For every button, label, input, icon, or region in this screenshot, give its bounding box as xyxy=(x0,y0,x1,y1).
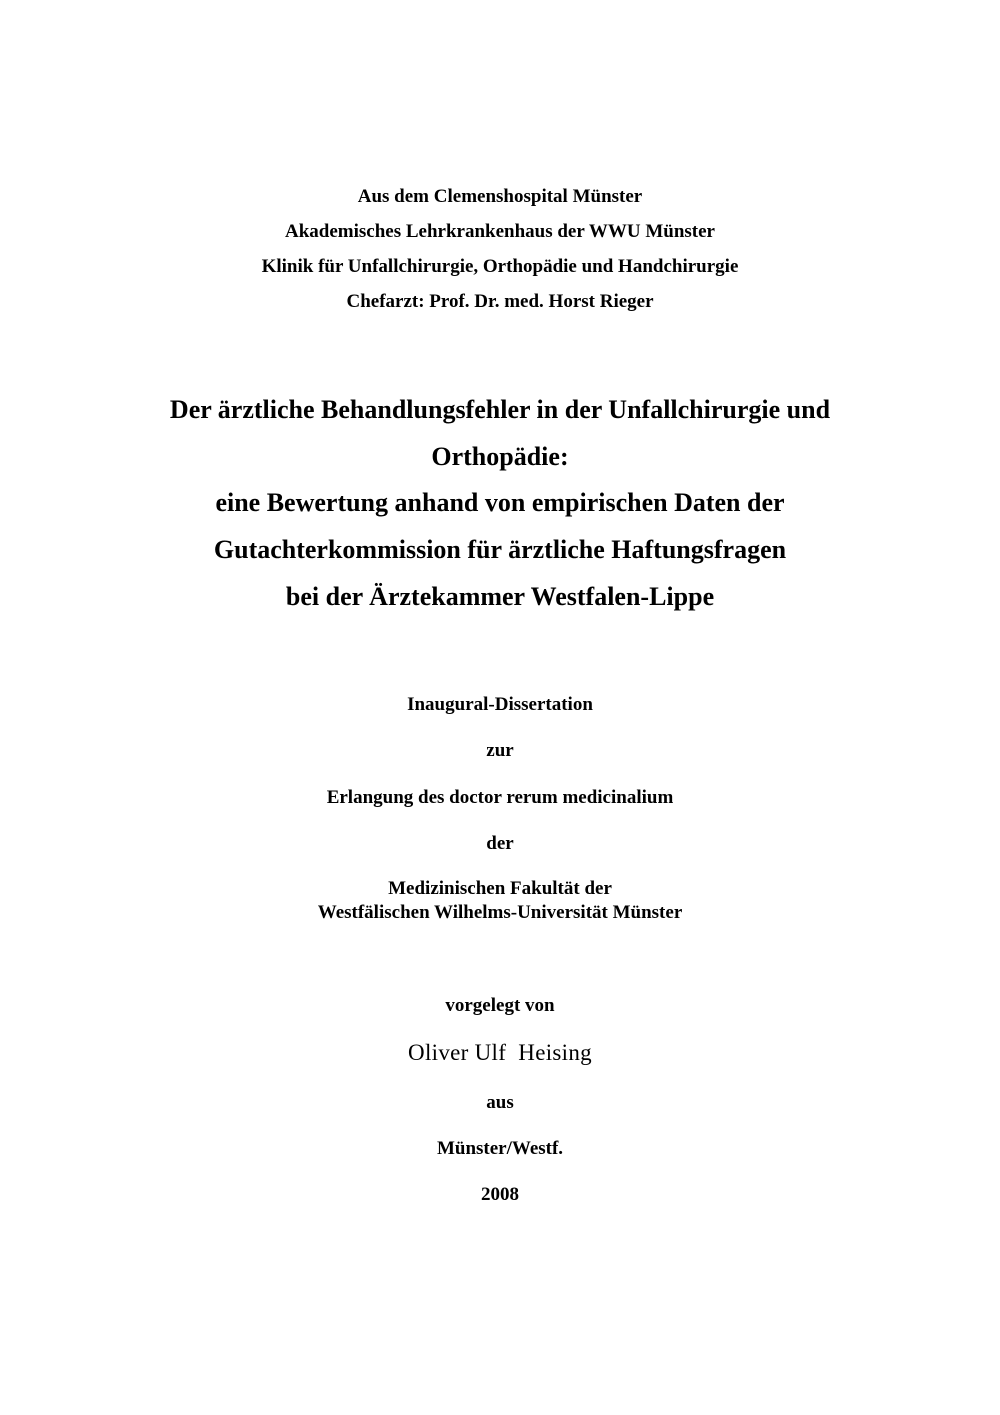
thesis-title-line-1: Der ärztliche Behandlungsfehler in der Unfallchirurgie und xyxy=(169,395,831,424)
thesis-title-line-4: Gutachterkommission für ärztliche Haftungsfragen xyxy=(213,535,787,564)
thesis-title-line-5: bei der Ärztekammer Westfalen-Lippe xyxy=(285,582,715,611)
faculty-line-1: Medizinischen Fakultät der xyxy=(388,878,612,899)
publication-year: 2008 xyxy=(481,1184,519,1205)
dissertation-zur: zur xyxy=(486,740,514,761)
institution-hospital: Aus dem Clemenshospital Münster xyxy=(357,186,643,207)
institution-clinic: Klinik für Unfallchirurgie, Orthopädie und Handchirurgie xyxy=(261,256,739,277)
origin-aus: aus xyxy=(486,1092,514,1113)
dissertation-der: der xyxy=(486,833,514,854)
dissertation-type: Inaugural-Dissertation xyxy=(407,694,593,715)
institution-teaching-hospital: Akademisches Lehrkrankenhaus der WWU Münster xyxy=(284,221,715,242)
thesis-title-line-3: eine Bewertung anhand von empirischen Daten der xyxy=(215,488,785,517)
author-name: Oliver Ulf Heising xyxy=(408,1040,592,1065)
institution-chief-physician: Chefarzt: Prof. Dr. med. Horst Rieger xyxy=(346,291,654,312)
faculty-line-2: Westfälischen Wilhelms-Universität Münster xyxy=(317,902,683,923)
dissertation-purpose: Erlangung des doctor rerum medicinalium xyxy=(326,787,674,808)
origin-place: Münster/Westf. xyxy=(436,1138,564,1159)
thesis-title-line-2: Orthopädie: xyxy=(431,442,569,471)
presented-by: vorgelegt von xyxy=(445,995,555,1016)
